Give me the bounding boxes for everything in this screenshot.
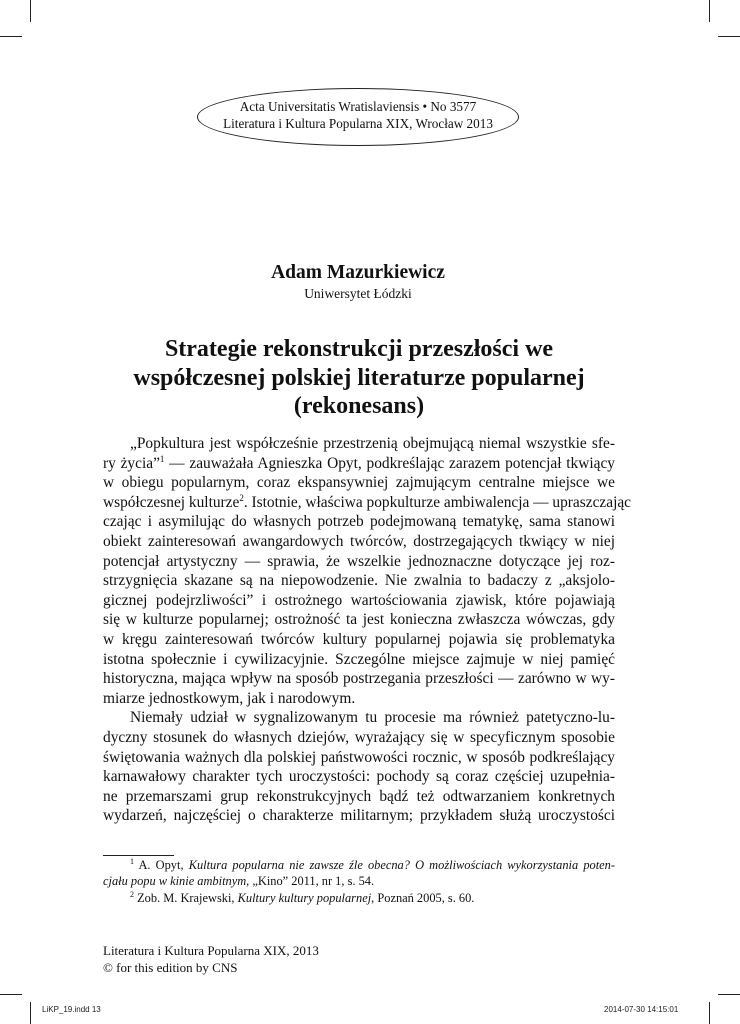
body-line: się w kulturze popularnej; ostrożność ta jest konieczna zwłaszcza wówczas, gdy <box>103 611 615 629</box>
journal-header-line2: Literatura i Kultura Popularna XIX, Wrocław 2013 <box>223 116 493 131</box>
crop-mark-br-h <box>718 994 740 995</box>
footnote-2: $^2$ Zob. M. Krajewski, Kultury kultury popularnej, Poznań 2005, s. 60. <box>130 889 475 905</box>
copyright-line1: Literatura i Kultura Popularna XIX, 2013 <box>103 943 319 958</box>
journal-header-line1: Acta Universitatis Wratislaviensis • No 3577 <box>239 99 477 114</box>
article-title <box>103 335 615 421</box>
body-line: wydarzeń, najczęściej o charakterze militarnym; przykładem służą uroczystości <box>103 807 615 825</box>
crop-mark-bl-h <box>0 994 22 995</box>
crop-mark-tr-v <box>709 0 710 22</box>
copyright-line2: © for this edition by CNS <box>103 959 238 975</box>
body-line: dyczny stosunek do własnych dziejów, wyrażający się w specyficznym sposobie <box>103 728 615 746</box>
body-line: ry życia”$^1$ — zauważała Agnieszka Opyt, podkreślając zarazem potencjał tkwiący <box>103 453 615 472</box>
author-name: Adam Mazurkiewicz <box>271 262 445 283</box>
footnote-1: $^1$ A. Opyt, Kultura popularna nie zawsze źle obecna? O możliwościach wykorzystania poten- <box>130 856 615 872</box>
body-line: gicznej podejrzliwości” i ostrożnego wartościowania zjawisk, które pojawiają <box>103 591 615 609</box>
article-title-line: współczesnej polskiej literaturze popularnej <box>133 364 585 391</box>
copyright-block <box>103 943 319 976</box>
author-affiliation: Uniwersytet Łódzki <box>304 286 412 301</box>
body-line: czając i asymilując do własnych potrzeb podejmowaną tematykę, sama stanowi <box>103 513 615 531</box>
body-line: świętowania ważnych dla polskiej państwowości rocznic, w sposób podkreślający <box>103 748 615 766</box>
crop-mark-bl-v <box>30 1002 31 1024</box>
footnote-1-cont: cjału popu w kinie ambitnym, „Kino” 2011, nr 1, s. 54. <box>103 874 375 889</box>
article-title-line: Strategie rekonstrukcji przeszłości we <box>164 336 554 362</box>
footnotes <box>103 857 615 906</box>
body-line: strzygnięcia skazane są na niepowodzenie. Nie zwalnia to badaczy z „aksjolo- <box>103 572 615 590</box>
article-body <box>103 434 632 826</box>
body-line: współczesnej kulturze$^2$. Istotnie, właściwa popkulturze ambiwalencja — upraszczając <box>103 492 632 511</box>
body-line: w obiegu popularnym, coraz ekspansywniej zajmującym centralne miejsce we <box>103 474 615 492</box>
body-line: w kręgu zainteresowań twórców kultury popularnej pojawia się problematyka <box>103 630 615 648</box>
body-line: Niemały udział w sygnalizowanym tu procesie ma również patetyczno-lu- <box>130 709 615 727</box>
article-title-line: (rekonesans) <box>293 393 425 419</box>
body-line: historyczna, mająca wpływ na sposób postrzegania przeszłości — zarówno w wy- <box>103 670 615 688</box>
body-line: miarze jednostkowym, jak i narodowym. <box>103 689 356 707</box>
body-line: potencjał artystyczny — sprawia, że wszelkie jednoznaczne dotyczące jej roz- <box>103 552 615 570</box>
crop-mark-tl-v <box>30 0 31 22</box>
body-line: istotna społecznie i cywilizacyjnie. Szczególne miejsce zajmuje w niej pamięć <box>103 650 615 668</box>
slug-filename: LiKP_19.indd 13 <box>42 1005 101 1014</box>
body-line: ne przemarszami grup rekonstrukcyjnych bądź też odtwarzaniem konkretnych <box>103 787 615 805</box>
crop-mark-tr-h <box>718 36 740 37</box>
body-line: karnawałowy charakter tych uroczystości: pochody są coraz częściej uzupełnia- <box>103 768 615 786</box>
footnote-rule <box>103 855 174 856</box>
slug-timestamp: 2014-07-30 14:15:01 <box>604 1005 679 1014</box>
footnote-ref[interactable]: 1 <box>159 453 165 464</box>
crop-mark-br-v <box>709 1002 710 1024</box>
crop-mark-tl-h <box>0 36 22 37</box>
footnote-ref[interactable]: 2 <box>239 492 244 503</box>
body-line: obiekt zainteresowań awangardowych twórców, dostrzegających tkwiący w niej <box>103 532 615 550</box>
body-line: „Popkultura jest współcześnie przestrzenią obejmującą niemal wszystkie sfe- <box>130 435 615 452</box>
journal-header-oval <box>197 88 519 146</box>
